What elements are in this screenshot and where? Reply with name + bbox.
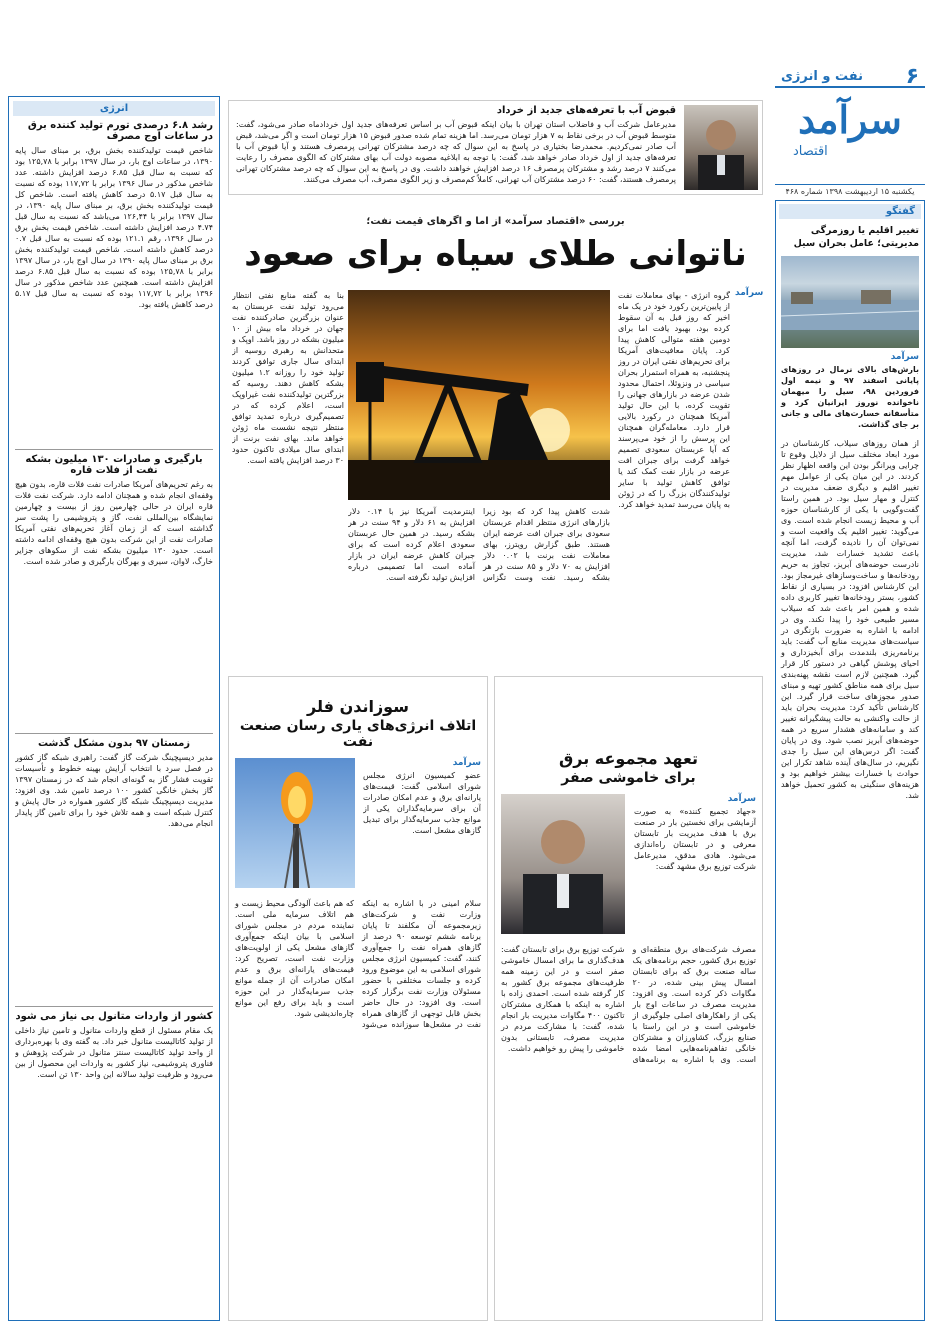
- power-lead: «جهاد تجمیع کننده» به صورت آزمایشی برای نخستین بار در صنعت برق با هدف مدیریت بار تابستان معرفی و در تابستان راه‌اندازی می‌شود. هادی مدقق، مدیرعامل شرکت توزیع برق مشهد گفت:: [634, 807, 756, 871]
- left-article-1-title: رشد ۶.۸ درصدی تورم تولید کننده برق در ساعات اوج مصرف: [27, 120, 213, 142]
- flare-lead: عضو کمیسیون انرژی مجلس شورای اسلامی گفت: قیمت‌های یارانه‌ای برق و عدم امکان صادرات آن برای سرمایه‌گذاران یکی از موانع جذب سرمایه‌گذار برای تبدیل گازهای مشعل است.: [363, 771, 481, 835]
- left-article-1-body: شاخص قیمت تولیدکننده بخش برق، بر مبنای سال پایه ۱۳۹۰، در ساعات اوج بار، در سال ۱۳۹۷ برابر با ۱۲۵,۷۸ بود که نسبت به سال قبل ۶.۸۵ درصد افزایش داشته. عدد شاخص مذکور در سال ۱۳۹۶ برابر با ۱۱۷,۷۲ بوده که نسبت به سال قبل ۵.۱۷ درصد کاهش یافته است. شاخص کل قیمت تولیدکننده بخش برق، بر مبنای سال پایه ۱۳۹۰، در سال ۱۳۹۷ برابر با ۱۲۶,۴۴ می‌باشد که نسبت به سال قبل ۴.۷۴ درصد افزایش داشته است. شاخص قیمت بخش برق در سال ۱۳۹۶، رقم ۱۲۱.۱ بوده که نسبت به سال قبل ۰.۷ درصد کاهش داشته است. شاخص قیمت تولیدکننده بخش برق بر مبنای سال پایه ۱۳۹۰ در سال اوج بار، در سال ۱۳۹۷ برابر با ۱۲۵,۷۸ بوده که نسبت به سال قبل ۶.۸۵ درصد افزایش داشته است. همچنین عدد شاخص مذکور در سال ۱۳۹۶ برابر با ۱۱۷,۷۲ بوده که نسبت به سال قبل ۵.۱۷ درصد کاهش یافته بود.: [15, 146, 213, 309]
- person-photo-icon: [684, 105, 758, 190]
- flare-title-1: سوزاندن فلر: [307, 697, 409, 716]
- flare-body: سلام امینی در با اشاره به اینکه وزارت نفت و شرکت‌های زیرمجموعه آن مکلفند تا پایان برنامه ششم توسعه ۹۰ درصد از گازهای همراه نفت را جمع‌آوری کنند، گفت: کمیسیون انرژی مجلس شورای اسلامی به این موضوع ورود کرده و جلسات مختلفی با حضور مسئولان وزارت نفت برگزار کرده است. وی افزود: در حال حاضر بخش قابل توجهی از گازهای همراه نفت در مشعل‌ها سوزانده می‌شود که هم باعث آلودگی محیط زیست و هم اتلاف سرمایه ملی است. نماینده مردم در مجلس شورای اسلامی با بیان اینکه جمع‌آوری گازهای مشعل یکی از اولویت‌های وزارت نفت است، تصریح کرد: قیمت‌های یارانه‌ای برق و عدم امکان صادرات آن از جمله موانع جذب سرمایه‌گذار در این حوزه است و باید برای رفع این موانع چاره‌اندیشی شود.: [235, 899, 481, 1029]
- left-article-4-title: کشور از واردات متانول بی نیاز می شود: [15, 1011, 213, 1022]
- top-story-photo: [684, 105, 758, 190]
- left-article-2-body: به رغم تحریم‌های آمریکا صادرات نفت فلات قاره، بدون هیچ وقفه‌ای انجام شده و همچنان ادامه دارد. شرکت نفت فلات قاره ایران در حالی چهارمین روز از بیست و چهارمین نمایشگاه بین‌المللی نفت، گاز و پتروشیمی را پشت سر گذاشته است که از زمان آغاز تحریم‌های نفتی آمریکا صادرات نفت از این شرکت بدون هیچ وقفه‌ای ادامه داشته است. حدود ۱۳۰ میلیون بشکه نفت از سکوهای جزایر خارگ، لاوان، سیری و بهرگان بارگیری و صادر شده است.: [15, 480, 213, 566]
- oil-pump-photo: [348, 290, 610, 500]
- left-article-3-title: زمستان ۹۷ بدون مشکل گذشت: [37, 738, 191, 749]
- main-article-lead: گروه انرژی - بهای معاملات نفت از پایین‌ترین رکورد خود در یک ماه اخیر که روز قبل به آن سقوط کرده بود، بهبود یافت اما برای دومین هفته متوالی کاهش پیدا کرد. پایان معافیت‌های آمریکا برای تحریم‌های نفتی ایران در روز پنجشنبه، به همراه استمرار بحران سیاسی در ونزوئلا، احتمال محدود شدن عرضه در بازارهای جهانی را تقویت کرده، با این حال تولید آمریکا همچنان در رکورد بالایی قرار دارد. معامله‌گران همچنان این پرسش را از خود می‌پرسند که آیا عربستان سعودی تصمیم خواهد گرفت برای جبران افت عرضه در بازار نفت کمک کند یا توافق کاهش تولید با سایر تولیدکنندگان بزرگ را که در ژوئن به پایان می‌رسد تمدید خواهد کرد.: [618, 291, 730, 509]
- section-title: نفت و انرژی: [781, 68, 863, 84]
- flare-article: [228, 676, 488, 1321]
- main-article-col2: شدت کاهش پیدا کرد که بود زیرا بازارهای انرژی منتظر اقدام عربستان سعودی برای جبران افت عرضه ایران هستند. طبق گزارش رویترز، بهای معاملات نفت برنت با ۰.۰۲ دلار افزایش به ۷۰ دلار و ۸۵ سنت در هر بشکه رسید. نفت وست تگزاس اینترمدیت آمریکا نیز با ۰.۱۴ دلار افزایش به ۶۱ دلار و ۹۴ سنت در هر بشکه رسید. در همین حال عربستان سعودی اعلام کرده است که برای جبران کاهش عرضه ایران در بازار آماده است اما تصمیمی درباره افزایش تولید نگرفته است.: [348, 507, 610, 582]
- flood-photo: [781, 256, 919, 348]
- left-column: [8, 96, 220, 1321]
- gas-flare-photo: [235, 758, 355, 888]
- left-section-label: انرژی: [13, 101, 215, 116]
- flare-icon: [235, 758, 355, 888]
- date-line: یکشنبه ۱۵ اردیبهشت ۱۳۹۸ شماره ۴۶۸: [775, 184, 925, 196]
- divider: [15, 449, 213, 450]
- sidebar-section-label: گفتگو: [779, 204, 921, 219]
- section-header-bar: [775, 63, 925, 89]
- flare-title-2: اتلاف انرژی‌های یاری رسان صنعت نفت: [239, 718, 477, 750]
- logo-main: سرآمد: [798, 97, 902, 142]
- page-number: ۶: [905, 63, 919, 89]
- official-photo: [501, 794, 625, 934]
- sidebar-body: از همان روزهای سیلاب، کارشناسان در مورد ابعاد مختلف سیل از دلایل وقوع تا چرایی ویرانگر بودن این واقعه اظهار نظر کردند. در این میان یکی از عوامل مهم تغییر اقلیم و دیگری ضعف مدیریت در کنترل و مهار سیل بود. در همین راستا گفت‌وگویی با یکی از کارشناسان حوزه آب و محیط زیست انجام شده است. وی می‌گوید: تغییر اقلیم یک واقعیت است و نمی‌توان آن را نادیده گرفت، اما آنچه باعث تشدید خسارات شد، مدیریت نادرست حوضه‌های آبریز، تجاوز به حریم رودخانه‌ها و ساخت‌وسازهای غیرمجاز بود. این کارشناس افزود: در بسیاری از نقاط کشور، بستر رودخانه‌ها تغییر کاربری داده شده و همین امر باعث شد که سیلاب مسیر طبیعی خود را پیدا نکند. وی در ادامه با اشاره به ضرورت بازنگری در سیاست‌های مدیریت منابع آب گفت: باید برنامه‌ریزی بلندمدت برای آبخیزداری و احیای پوشش گیاهی در دستور کار قرار گیرد. همچنین لازم است نقشه پهنه‌بندی سیل برای همه مناطق کشور تهیه و مبنای صدور مجوزهای ساخت قرار گیرد. این کارشناس تأکید کرد: مدیریت بحران باید از حالت واکنشی به حالت پیشگیرانه تغییر کند و سامانه‌های هشدار سریع در همه حوضه‌های آبریز نصب شود. وی در پایان گفت: اگر درس‌های این سیل را جدی نگیریم، در سال‌های آینده شاهد تکرار این حوادث با خسارات بیشتر خواهیم بود و هزینه‌های سنگینی به کشور تحمیل خواهد شد.: [781, 439, 919, 800]
- power-title-2: برای خاموشی صفر: [561, 770, 696, 786]
- divider: [15, 733, 213, 734]
- main-article-kicker: بررسی «اقتصاد سرآمد» از اما و اگرهای قیمت نفت؛: [366, 216, 625, 227]
- left-article-3-body: مدیر دیسپچینگ شرکت گاز گفت: راهبری شبکه گاز کشور در فصل سرد با انتخاب آرایش بهینه خطوط و تأسیسات تقویت فشار گاز به گونه‌ای انجام شد که در زمستان ۱۳۹۷ گاز بخش خانگی کشور ۱۰۰ درصد تامین شد. وی افزود: مدیریت دیسپچینگ شبکه گاز کشور همواره در حال پایش و کنترل شبکه است و همه تلاش خود را برای تامین گاز پایدار انجام می‌دهد.: [15, 753, 213, 828]
- oil-pumpjack-icon: [348, 290, 610, 500]
- top-story: [228, 100, 763, 195]
- tag-mark-icon: سرآمد: [452, 758, 481, 768]
- divider: [15, 1006, 213, 1007]
- person-photo-icon: [501, 794, 625, 934]
- right-sidebar: [775, 200, 925, 1321]
- masthead-logo: [775, 96, 925, 178]
- power-article: [494, 676, 763, 1321]
- left-article-4-body: یک مقام مسئول از قطع واردات متانول و تامین نیاز داخلی از تولید کاتالیست متانول خبر داد. به گفته وی با بهره‌برداری از واحد تولید کاتالیست سنتز متانول در شرکت پژوهش و فناوری پتروشیمی، نیاز کشور به واردات این محصول از بین می‌رود و ظرفیت تولید سالانه این واحد ۱۳۰ تن است.: [15, 1026, 213, 1079]
- tag-mark-icon: سرآمد: [890, 352, 919, 362]
- main-article-title: ناتوانی طلای سیاه برای صعود: [244, 234, 747, 274]
- left-article-2-title: بارگیری و صادرات ۱۳۰ میلیون بشکه نفت از فلات قاره: [25, 454, 203, 476]
- tag-mark-icon: سرآمد: [735, 288, 764, 298]
- power-body: مصرف شرکت‌های برق منطقه‌ای و توزیع برق کشور، حجم برنامه‌های یک ساله صنعت برق که برای تابستان امسال پیش بینی شده، در ۲۰ مگاوات ذکر کرده است. وی افزود: مدیریت مصرف در ساعات اوج بار یکی از راهکارهای اصلی جلوگیری از خاموشی است و در این راستا با صنایع بزرگ، کشاورزان و مشترکان خانگی تفاهم‌نامه‌هایی امضا شده است. وی با اشاره به برنامه‌های شرکت توزیع برق برای تابستان گفت: هدف‌گذاری ما برای امسال خاموشی صفر است و در این زمینه همه ظرفیت‌های مجموعه برق کشور به کار گرفته شده است. احمدی زاده با اشاره به اینکه با همکاری مشترکان تاکنون ۴۰۰ مگاوات مدیریت بار انجام شده، گفت: با مشارکت مردم در مدیریت مصرف، تابستانی بدون خاموشی را پیش رو خواهیم داشت.: [501, 945, 756, 1064]
- main-article-col3: بنا به گفته منابع نفتی انتظار می‌رود تولید نفت عربستان به عنوان بزرگترین صادرکننده نفت جهان در خرداد ماه بیش از ۱۰ میلیون بشکه در روز باشد. اوپک و متحدانش به رهبری روسیه از ابتدای سال جاری توافق کردند تولید خود را روزانه ۱.۲ میلیون بشکه کاهش دهند. روسیه که بزرگترین تولیدکننده نفت غیراوپک است، اعلام کرده که در تصمیم‌گیری درباره تمدید توافق منتظر نتیجه نشست ماه ژوئن خواهد ماند. بهای نفت برنت از ابتدای سال میلادی تاکنون حدود ۳۰ درصد افزایش یافته است.: [232, 291, 344, 465]
- sidebar-title: تغییر اقلیم یا روزمرگی مدیریتی؛ عامل بحران سیل: [793, 225, 919, 249]
- sidebar-intro: بارش‌های بالای نرمال در روزهای پایانی اسفند ۹۷ و نیمه اول فروردین ۹۸، سیل را میهمان ناخوانده نوروز ایرانیان کرد و متأسفانه خسارت‌های مالی و جانی بر جای گذاشت.: [781, 365, 920, 429]
- power-title-1: تعهد مجموعه برق: [558, 749, 699, 768]
- logo-sub: اقتصاد: [793, 144, 828, 159]
- tag-mark-icon: سرآمد: [727, 794, 756, 804]
- top-story-body: مدیرعامل شرکت آب و فاضلاب استان تهران با بیان اینکه قبوض آب بر اساس تعرفه‌های جدید اول خردادماه صادر می‌شود، گفت: متوسط قبوض آب در برخی نقاط به ۷ هزار تومان می‌رسد. اما هزینه تمام شده صدور قبوض ۱۵ هزار تومان است و اگر می‌شد، قبض آب صادر نمی‌کردیم. محمدرضا بختیاری در پاسخ به این سوال که چه درصد مشترکان تهرانی پرمصرف هستند و آیا قبوض آب با تعرفه‌های جدید از اول خرداد صادر خواهد شد، گفت: با توجه به ابلاغیه مصوبه دولت آب بهای مشترکان که الگوی مصرف را رعایت می‌کنند ۷ درصد رشد و مشترکان پرمصرف ۱۶ درصد افزایش خواهند داشت. وی در پاسخ به این سوال که چه درصد مشترکان تهرانی پرمصرف هستند، گفت: ۶۰ درصد مشترکان آب تهرانی، کاملاً کم‌مصرف و زیر الگوی مصرف، آب مصرف می‌کنند.: [236, 120, 676, 184]
- top-story-title: قبوض آب با تعرفه‌های جدید از خرداد: [496, 105, 676, 116]
- flooded-landscape-icon: [781, 256, 919, 348]
